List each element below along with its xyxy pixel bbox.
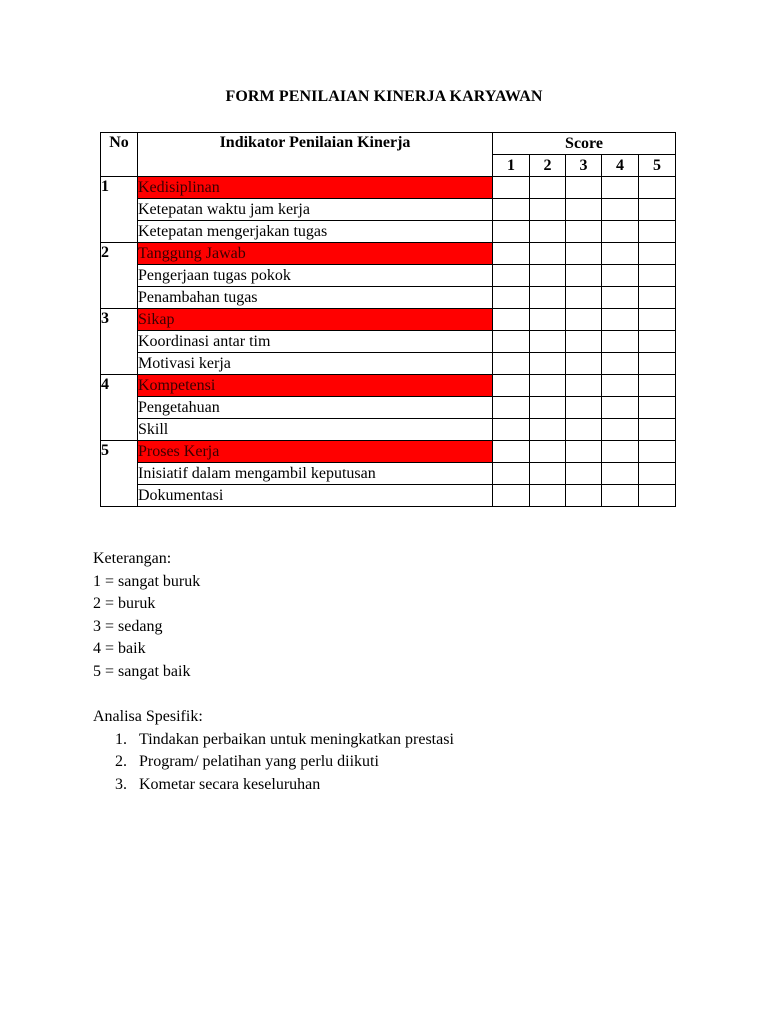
- score-cell-3[interactable]: [566, 331, 602, 353]
- score-level-3: 3: [566, 155, 602, 177]
- table-row: [101, 441, 676, 463]
- score-cell-3[interactable]: [566, 375, 602, 397]
- score-cell-1[interactable]: [493, 397, 530, 419]
- analysis-item-number: 3.: [115, 775, 127, 793]
- row-number: 1: [101, 177, 138, 243]
- score-cell-1[interactable]: [493, 221, 530, 243]
- score-cell-5[interactable]: [639, 265, 676, 287]
- table-row: [101, 419, 676, 441]
- score-cell-5[interactable]: [639, 199, 676, 221]
- score-cell-1[interactable]: [493, 485, 530, 507]
- score-cell-4[interactable]: [602, 221, 639, 243]
- score-cell-4[interactable]: [602, 485, 639, 507]
- score-cell-2[interactable]: [530, 265, 566, 287]
- score-cell-2[interactable]: [530, 375, 566, 397]
- score-cell-2[interactable]: [530, 485, 566, 507]
- analysis-item-text: Tindakan perbaikan untuk meningkatkan prestasi: [139, 730, 454, 748]
- legend-lines: [93, 571, 200, 684]
- score-cell-4[interactable]: [602, 265, 639, 287]
- score-cell-5[interactable]: [639, 397, 676, 419]
- table-row: [101, 221, 676, 243]
- score-cell-5[interactable]: [639, 375, 676, 397]
- score-cell-1[interactable]: [493, 309, 530, 331]
- category-label: Proses Kerja: [138, 441, 493, 463]
- legend-heading: Keterangan:: [93, 550, 172, 567]
- score-cell-3[interactable]: [566, 243, 602, 265]
- legend-line: 2 = buruk: [93, 595, 156, 613]
- indicator-label: Penambahan tugas: [138, 287, 493, 309]
- table-row: [101, 243, 676, 265]
- score-level-4: 4: [602, 155, 639, 177]
- legend-notes: [93, 548, 200, 684]
- score-cell-2[interactable]: [530, 177, 566, 199]
- score-cell-5[interactable]: [639, 309, 676, 331]
- header-no: No: [101, 133, 138, 177]
- category-label: Kompetensi: [138, 375, 493, 397]
- indicator-label: Inisiatif dalam mengambil keputusan: [138, 463, 493, 485]
- table-row: [101, 353, 676, 375]
- analysis-item-text: Program/ pelatihan yang perlu diikuti: [139, 753, 379, 771]
- legend-line: 3 = sedang: [93, 617, 163, 635]
- row-number: 5: [101, 441, 138, 507]
- score-cell-3[interactable]: [566, 463, 602, 485]
- legend-line: 1 = sangat buruk: [93, 572, 201, 590]
- indicator-label: Ketepatan mengerjakan tugas: [138, 221, 493, 243]
- score-cell-5[interactable]: [639, 331, 676, 353]
- score-cell-2[interactable]: [530, 287, 566, 309]
- analysis-heading: Analisa Spesifik:: [93, 708, 203, 725]
- score-cell-1[interactable]: [493, 331, 530, 353]
- legend-line: 4 = baik: [93, 640, 146, 658]
- row-number: 4: [101, 375, 138, 441]
- score-level-2: 2: [530, 155, 566, 177]
- score-cell-2[interactable]: [530, 441, 566, 463]
- indicator-label: Motivasi kerja: [138, 353, 493, 375]
- table-body: [101, 177, 676, 507]
- score-cell-4[interactable]: [602, 419, 639, 441]
- score-cell-4[interactable]: [602, 353, 639, 375]
- score-cell-2[interactable]: [530, 199, 566, 221]
- score-cell-1[interactable]: [493, 265, 530, 287]
- score-cell-4[interactable]: [602, 331, 639, 353]
- score-cell-5[interactable]: [639, 353, 676, 375]
- table-row: [101, 309, 676, 331]
- score-cell-3[interactable]: [566, 397, 602, 419]
- score-cell-5[interactable]: [639, 419, 676, 441]
- score-cell-1[interactable]: [493, 287, 530, 309]
- score-cell-5[interactable]: [639, 243, 676, 265]
- indicator-label: Dokumentasi: [138, 485, 493, 507]
- indicator-label: Pengetahuan: [138, 397, 493, 419]
- score-cell-3[interactable]: [566, 265, 602, 287]
- category-label: Kedisiplinan: [138, 177, 493, 199]
- score-cell-1[interactable]: [493, 199, 530, 221]
- indicator-label: Ketepatan waktu jam kerja: [138, 199, 493, 221]
- form-title: FORM PENILAIAN KINERJA KARYAWAN: [225, 88, 543, 105]
- score-cell-1[interactable]: [493, 463, 530, 485]
- score-cell-1[interactable]: [493, 441, 530, 463]
- score-cell-4[interactable]: [602, 287, 639, 309]
- score-cell-1[interactable]: [493, 375, 530, 397]
- indicator-label: Pengerjaan tugas pokok: [138, 265, 493, 287]
- score-cell-1[interactable]: [493, 177, 530, 199]
- score-cell-4[interactable]: [602, 177, 639, 199]
- specific-analysis: [93, 706, 454, 796]
- table-row: [101, 177, 676, 199]
- score-cell-5[interactable]: [639, 287, 676, 309]
- category-label: Sikap: [138, 309, 493, 331]
- score-level-5: 5: [639, 155, 676, 177]
- header-score: Score: [493, 133, 676, 155]
- score-cell-4[interactable]: [602, 441, 639, 463]
- table-row: [101, 397, 676, 419]
- row-number: 2: [101, 243, 138, 309]
- table-row: [101, 463, 676, 485]
- score-cell-2[interactable]: [530, 221, 566, 243]
- score-cell-2[interactable]: [530, 309, 566, 331]
- score-cell-2[interactable]: [530, 397, 566, 419]
- score-cell-3[interactable]: [566, 353, 602, 375]
- score-cell-4[interactable]: [602, 375, 639, 397]
- score-cell-3[interactable]: [566, 485, 602, 507]
- score-cell-5[interactable]: [639, 463, 676, 485]
- score-cell-3[interactable]: [566, 441, 602, 463]
- row-number: 3: [101, 309, 138, 375]
- score-cell-5[interactable]: [639, 485, 676, 507]
- score-cell-4[interactable]: [602, 199, 639, 221]
- score-cell-2[interactable]: [530, 463, 566, 485]
- table-row: [101, 265, 676, 287]
- score-cell-3[interactable]: [566, 199, 602, 221]
- score-level-1: 1: [493, 155, 530, 177]
- score-cell-1[interactable]: [493, 353, 530, 375]
- analysis-item-number: 1.: [115, 730, 127, 748]
- table-row: [101, 375, 676, 397]
- score-cell-3[interactable]: [566, 287, 602, 309]
- table-row: [101, 199, 676, 221]
- score-cell-4[interactable]: [602, 463, 639, 485]
- score-cell-5[interactable]: [639, 441, 676, 463]
- analysis-item: [93, 774, 454, 797]
- score-cell-2[interactable]: [530, 419, 566, 441]
- table-row: [101, 331, 676, 353]
- indicator-label: Koordinasi antar tim: [138, 331, 493, 353]
- score-cell-4[interactable]: [602, 397, 639, 419]
- score-cell-1[interactable]: [493, 419, 530, 441]
- table-row: [101, 287, 676, 309]
- score-cell-3[interactable]: [566, 309, 602, 331]
- category-label: Tanggung Jawab: [138, 243, 493, 265]
- legend-line: 5 = sangat baik: [93, 662, 191, 680]
- table-row: [101, 485, 676, 507]
- analysis-item: [93, 729, 454, 752]
- score-cell-1[interactable]: [493, 243, 530, 265]
- analysis-list: [93, 729, 454, 797]
- score-cell-3[interactable]: [566, 419, 602, 441]
- analysis-item-number: 2.: [115, 753, 127, 771]
- header-indicator: Indikator Penilaian Kinerja: [138, 133, 493, 177]
- score-cell-2[interactable]: [530, 353, 566, 375]
- score-cell-5[interactable]: [639, 177, 676, 199]
- score-cell-2[interactable]: [530, 331, 566, 353]
- score-cell-4[interactable]: [602, 309, 639, 331]
- score-cell-5[interactable]: [639, 221, 676, 243]
- analysis-item: [93, 751, 454, 774]
- score-cell-3[interactable]: [566, 221, 602, 243]
- score-cell-2[interactable]: [530, 243, 566, 265]
- analysis-item-text: Kometar secara keseluruhan: [139, 775, 321, 793]
- score-cell-4[interactable]: [602, 243, 639, 265]
- score-cell-3[interactable]: [566, 177, 602, 199]
- assessment-table: [100, 132, 676, 507]
- indicator-label: Skill: [138, 419, 493, 441]
